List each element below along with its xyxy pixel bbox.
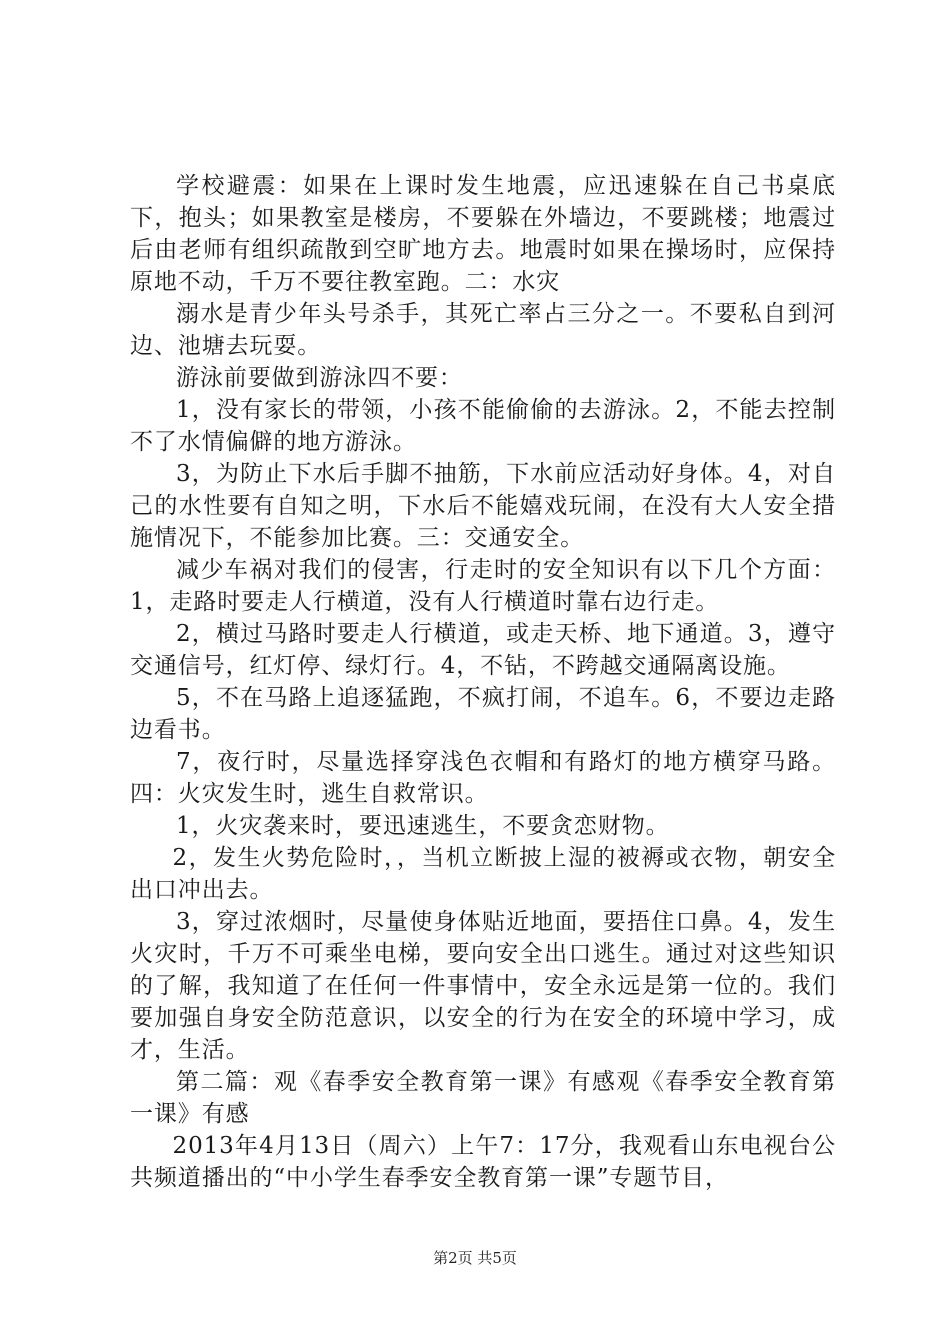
paragraph-traffic-rule-5-6: 5，不在马路上追逐猛跑，不疯打闹，不追车。6，不要边走路边看书。 — [130, 685, 836, 743]
paragraph-traffic-rule-7: 7，夜行时，尽量选择穿浅色衣帽和有路灯的地方横穿马路。四：火灾发生时，逃生自救常识。 — [130, 749, 836, 807]
paragraph-traffic-intro: 减少车祸对我们的侵害，行走时的安全知识有以下几个方面：1，走路时要走人行横道，没有人行横道时靠右边行走。 — [130, 557, 836, 615]
paragraph-drowning: 溺水是青少年头号杀手，其死亡率占三分之一。不要私自到河边、池塘去玩耍。 — [130, 301, 836, 359]
paragraph-fire-rule-1: 1，火灾袭来时，要迅速逃生，不要贪恋财物。 — [176, 813, 670, 839]
paragraph-fire-rule-3-4: 3，穿过浓烟时，尽量使身体贴近地面，要捂住口鼻。4，发生火灾时，千万不可乘坐电梯，要向安全出口逃生。通过对这些知识的了解，我知道了在任何一件事情中，安全永远是第一位的。我们要加强自身安全防范意识，以安全的行为在安全的环境中学习，成才，生活。 — [130, 909, 836, 1063]
paragraph-swimming-rule-1-2: 1，没有家长的带领，小孩不能偷偷的去游泳。2，不能去控制不了水情偏僻的地方游泳。 — [130, 397, 836, 455]
page-footer: 第2页 共5页 — [433, 1249, 517, 1267]
paragraph-swimming-rule-3-4: 3，为防止下水后手脚不抽筋，下水前应活动好身体。4，对自己的水性要有自知之明，下水后不能嬉戏玩闹，在没有大人安全措施情况下，不能参加比赛。三：交通安全。 — [130, 461, 836, 551]
paragraph-swimming-rules-heading: 游泳前要做到游泳四不要： — [176, 365, 463, 391]
paragraph-second-article-title: 第二篇：观《春季安全教育第一课》有感观《春季安全教育第一课》有感 — [130, 1069, 836, 1127]
paragraph-traffic-rule-2-4: 2，横过马路时要走人行横道，或走天桥、地下通道。3，遵守交通信号，红灯停、绿灯行。4，不钻，不跨越交通隔离设施。 — [130, 621, 836, 679]
paragraph-fire-rule-2: 2，发生火势危险时，，当机立断披上湿的被褥或衣物，朝安全出口冲出去。 — [130, 845, 836, 903]
paragraph-second-article-start: 2013年4月13日（周六）上午7：17分，我观看山东电视台公共频道播出的“中小学生春季安全教育第一课”专题节目， — [130, 1133, 836, 1191]
paragraph-school-earthquake: 学校避震：如果在上课时发生地震，应迅速躲在自己书桌底下，抱头；如果教室是楼房，不要躲在外墙边，不要跳楼；地震过后由老师有组织疏散到空旷地方去。地震时如果在操场时，应保持原地不动，千万不要往教室跑。二：水灾 — [130, 173, 836, 295]
document-body — [130, 170, 836, 1194]
